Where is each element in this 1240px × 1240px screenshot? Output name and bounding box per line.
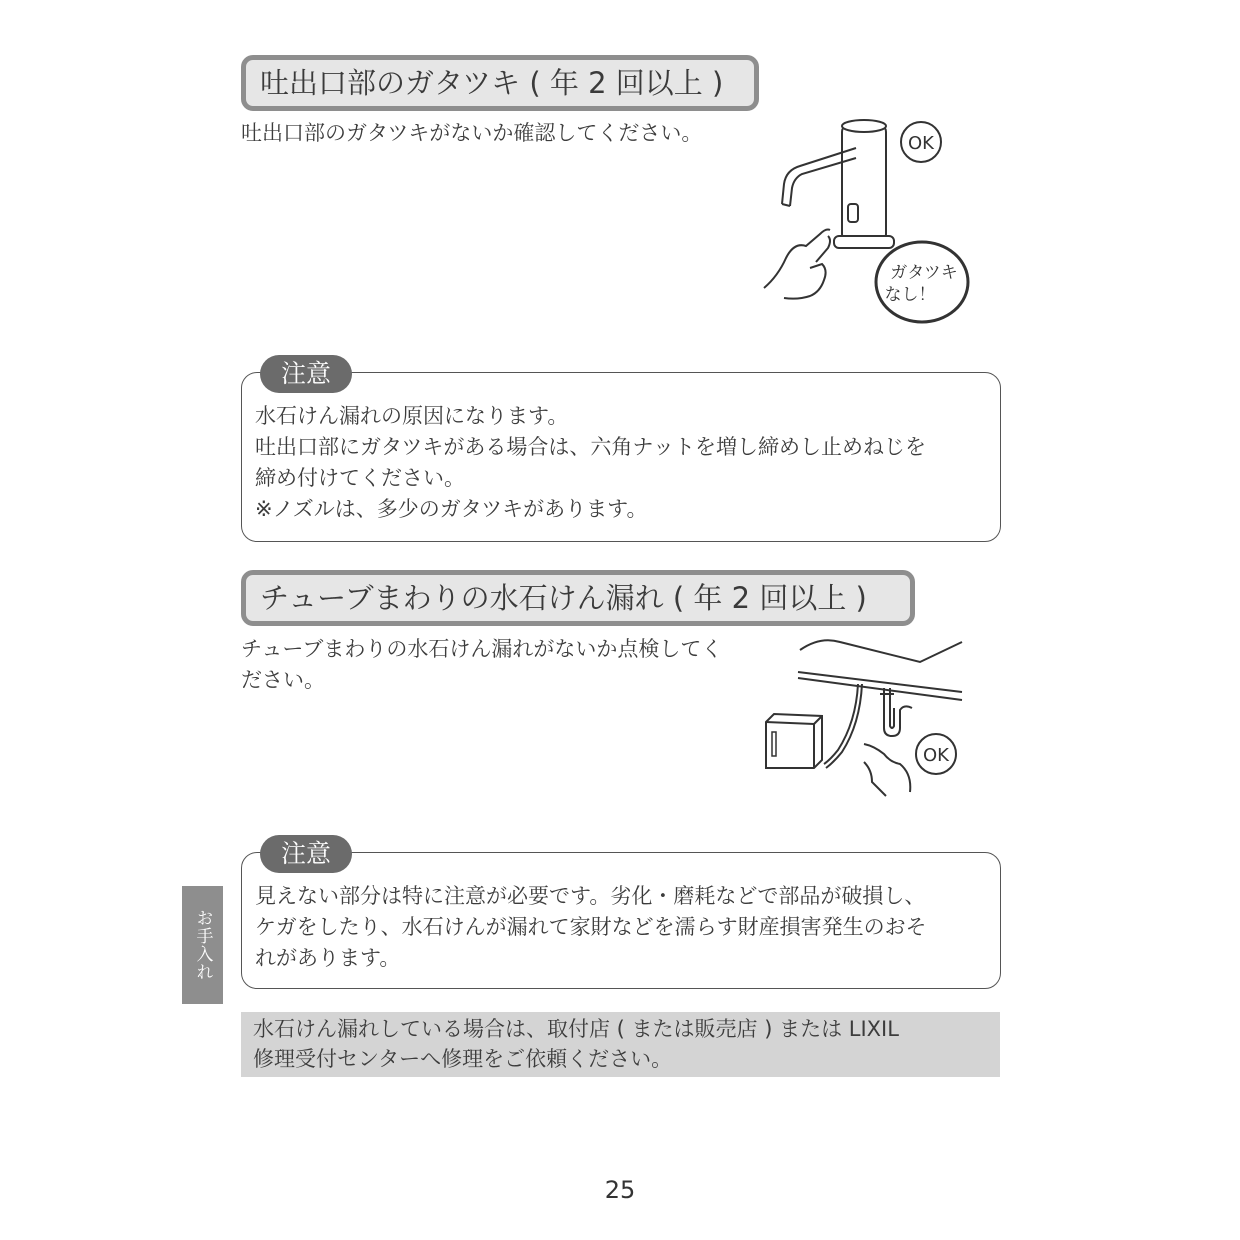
section1-heading: 吐出口部のガタツキ ( 年 2 回以上 ) (241, 55, 759, 111)
caution-line: 見えない部分は特に注意が必要です。劣化・磨耗などで部品が破損し、 (255, 884, 926, 908)
ok-label: OK (923, 745, 949, 766)
caution-line: 締め付けてください。 (255, 466, 465, 490)
caution-box-1 (241, 359, 1001, 542)
faucet-base (834, 236, 894, 248)
ok-label: OK (908, 133, 934, 154)
caution-line: 水石けん漏れの原因になります。 (255, 404, 569, 428)
notice-line: 水石けん漏れしている場合は、取付店 ( または販売店 ) または LIXIL (253, 1017, 899, 1041)
faucet-body (842, 124, 886, 242)
caution-tab-2: 注意 (260, 835, 352, 873)
faucet-illustration (770, 118, 970, 318)
drain-pipe (884, 688, 912, 736)
tube-illustration (760, 632, 970, 807)
pointing-hand-icon (864, 744, 910, 796)
counter-top (800, 640, 962, 662)
section1-body: 吐出口部のガタツキがないか確認してください。 (241, 121, 703, 145)
section2-heading: チューブまわりの水石けん漏れ ( 年 2 回以上 ) (241, 570, 915, 626)
section2-body: チューブまわりの水石けん漏れがないか点検してください。 (241, 637, 723, 692)
caution-line: 吐出口部にガタツキがある場合は、六角ナットを増し締めし止めねじを (255, 435, 926, 459)
notice-line: 修理受付センターへ修理をご依頼ください。 (253, 1047, 673, 1071)
caution-line: ※ノズルは、多少のガタツキがあります。 (255, 497, 648, 521)
pointing-hand-icon (764, 230, 830, 299)
caution-text-1 (255, 401, 990, 525)
side-tab-maintenance: お手入れ (182, 886, 223, 1004)
caution-box-2 (241, 839, 1001, 989)
bubble-line-1: ガタツキ (890, 263, 958, 283)
page-number: 25 (604, 1176, 636, 1204)
repair-notice (241, 1012, 1000, 1077)
caution-tab-1: 注意 (260, 355, 352, 393)
caution-text-2 (255, 881, 990, 974)
caution-line: ケガをしたり、水石けんが漏れて家財などを濡らす財産損害発生のおそ (255, 915, 927, 939)
sensor-window (848, 204, 858, 222)
bubble-line-2: なし！ (884, 285, 936, 305)
caution-line: れがあります。 (255, 946, 401, 970)
faucet-top (842, 120, 886, 132)
